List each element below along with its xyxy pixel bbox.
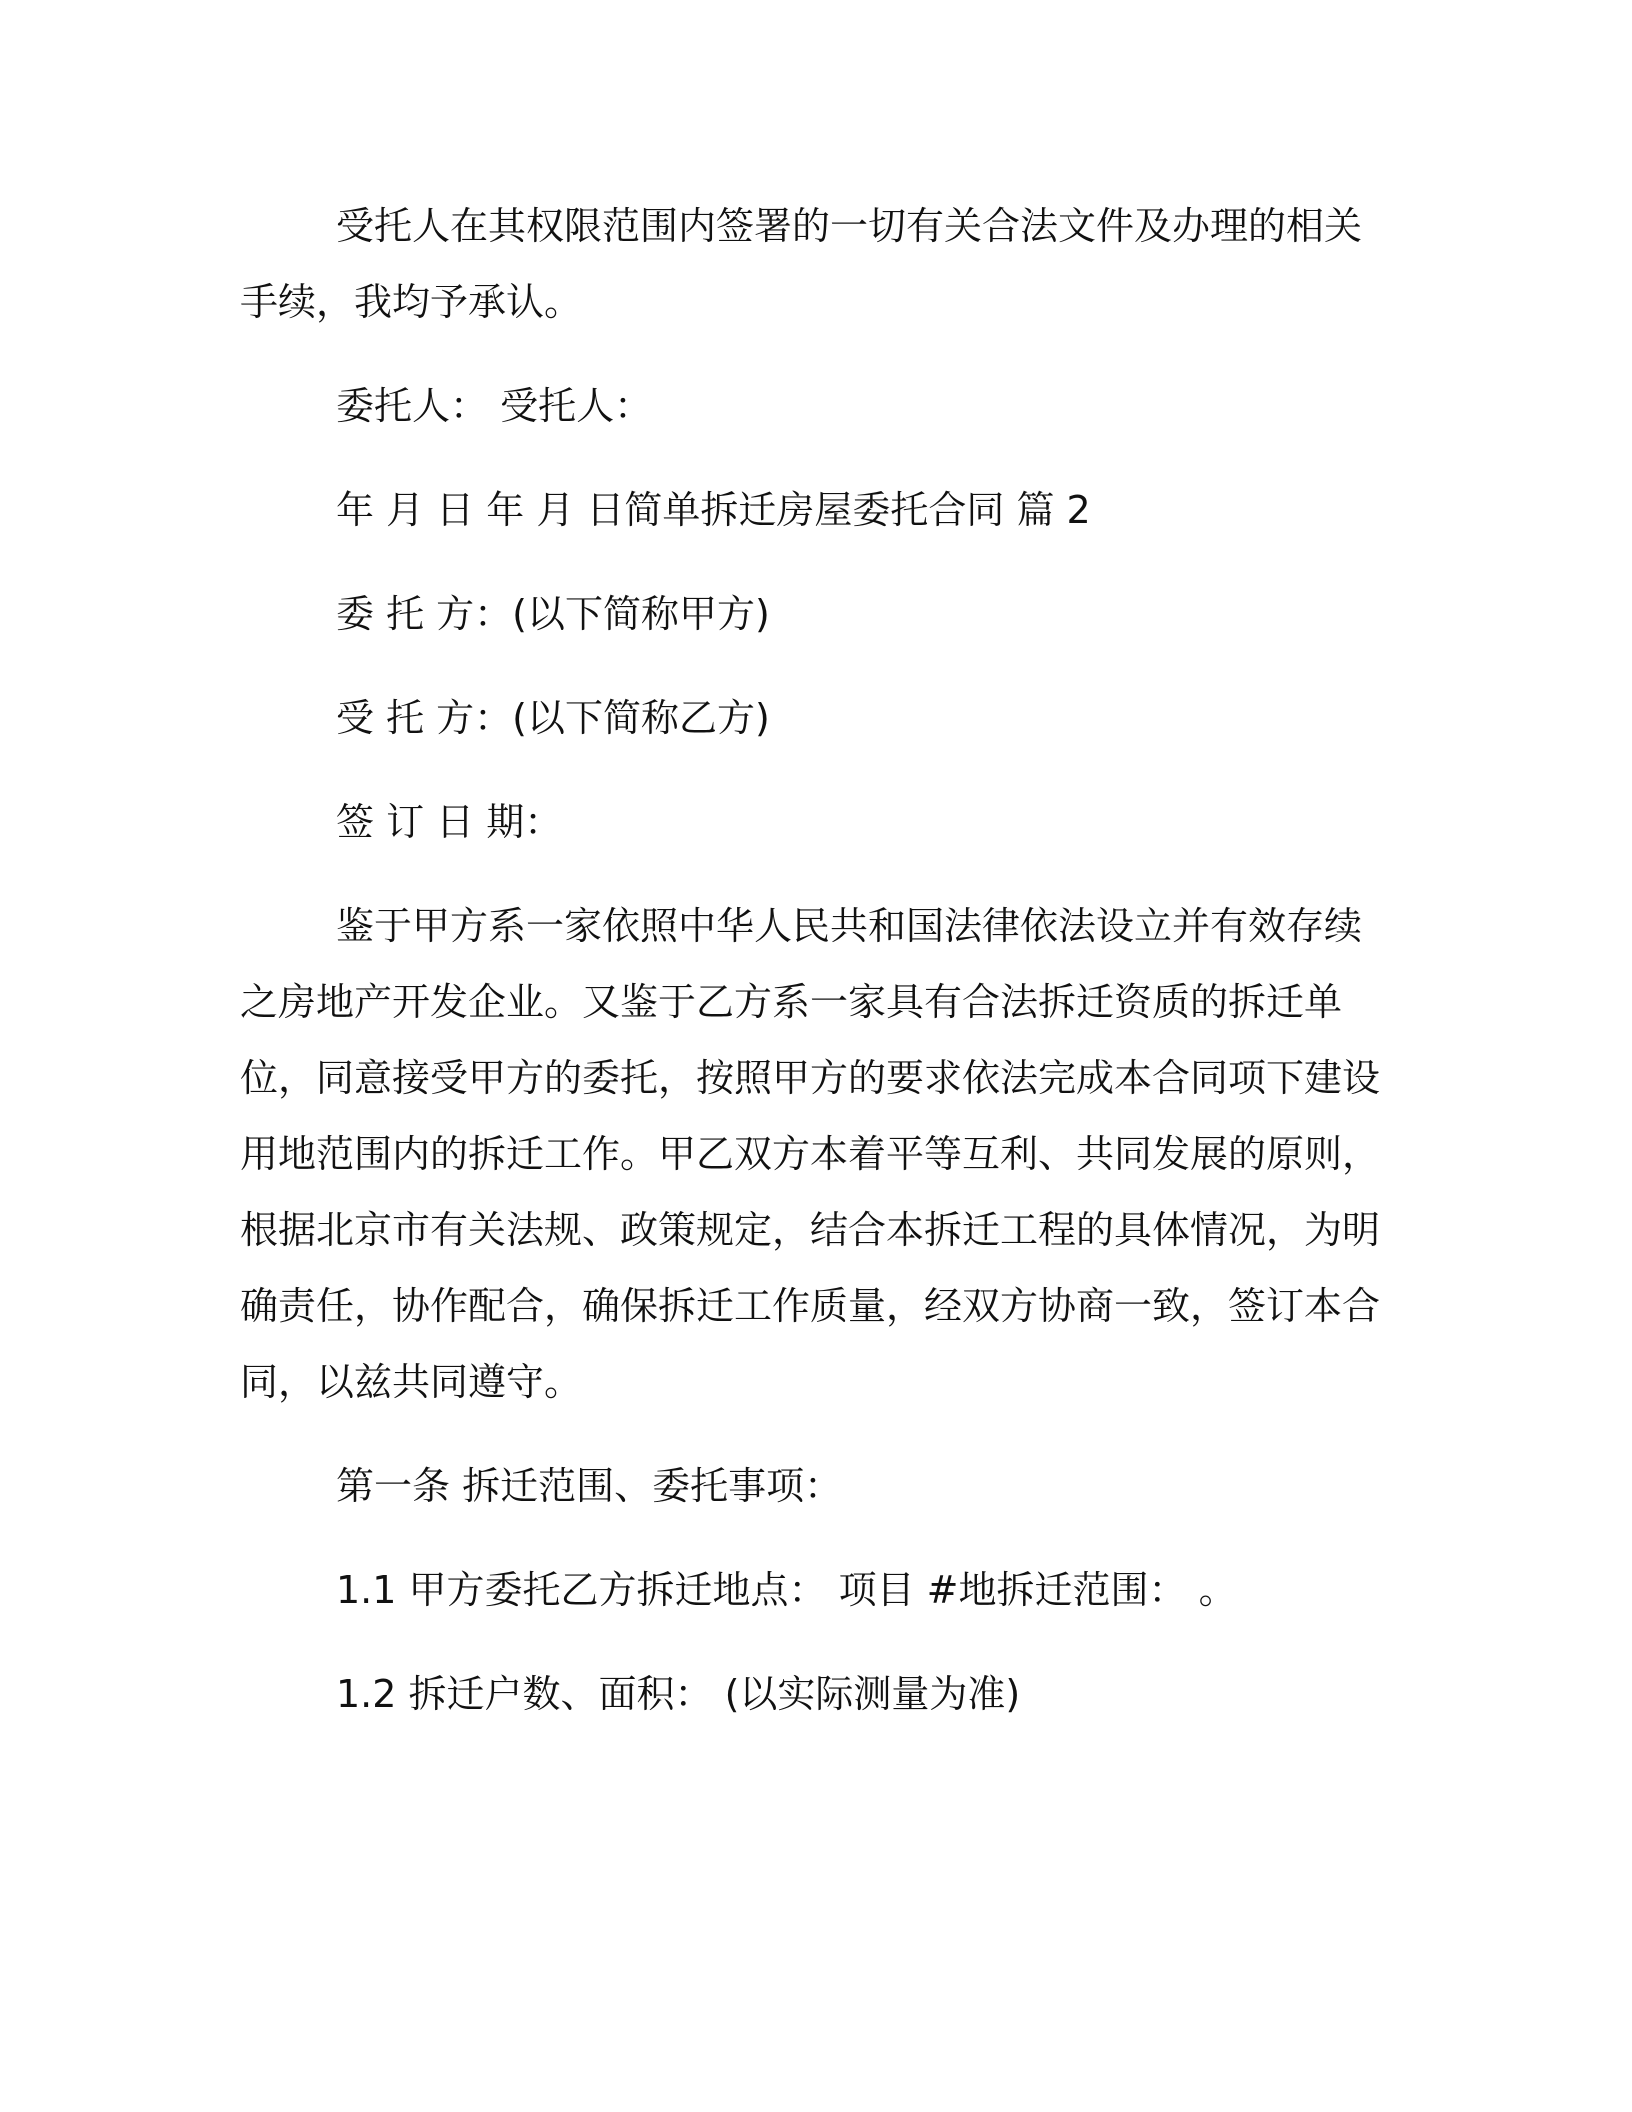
paragraph-signing-date: 签 订 日 期： [336,800,563,844]
paragraph-acknowledgement: 受托人在其权限范围内签署的一切有关合法文件及办理的相关手续，我均予承认。 [240,204,1363,324]
paragraph-clause-1-2: 1.2 拆迁户数、面积： (以实际测量为准) [336,1672,1021,1716]
document-body [240,188,1390,1732]
paragraph-principal: 委 托 方：(以下简称甲方) [336,592,770,636]
paragraph-date-and-title: 年 月 日 年 月 日简单拆迁房屋委托合同 篇 2 [336,488,1091,532]
paragraph-signatories: 委托人： 受托人： [336,384,653,428]
paragraph-clause-1-1: 1.1 甲方委托乙方拆迁地点： 项目 #地拆迁范围： 。 [336,1568,1237,1612]
paragraph-agent: 受 托 方：(以下简称乙方) [336,696,770,740]
paragraph-preamble: 鉴于甲方系一家依照中华人民共和国法律依法设立并有效存续之房地产开发企业。又鉴于乙方系一家具有合法拆迁资质的拆迁单位，同意接受甲方的委托，按照甲方的要求依法完成本合同项下建设用地范围内的拆迁工作。甲乙双方本着平等互利、共同发展的原则，根据北京市有关法规、政策规定，结合本拆迁工程的具体情况，为明确责任，协作配合，确保拆迁工作质量，经双方协商一致，签订本合同，以兹共同遵守。 [240,904,1381,1404]
paragraph-article-one-heading: 第一条 拆迁范围、委托事项： [336,1464,843,1508]
